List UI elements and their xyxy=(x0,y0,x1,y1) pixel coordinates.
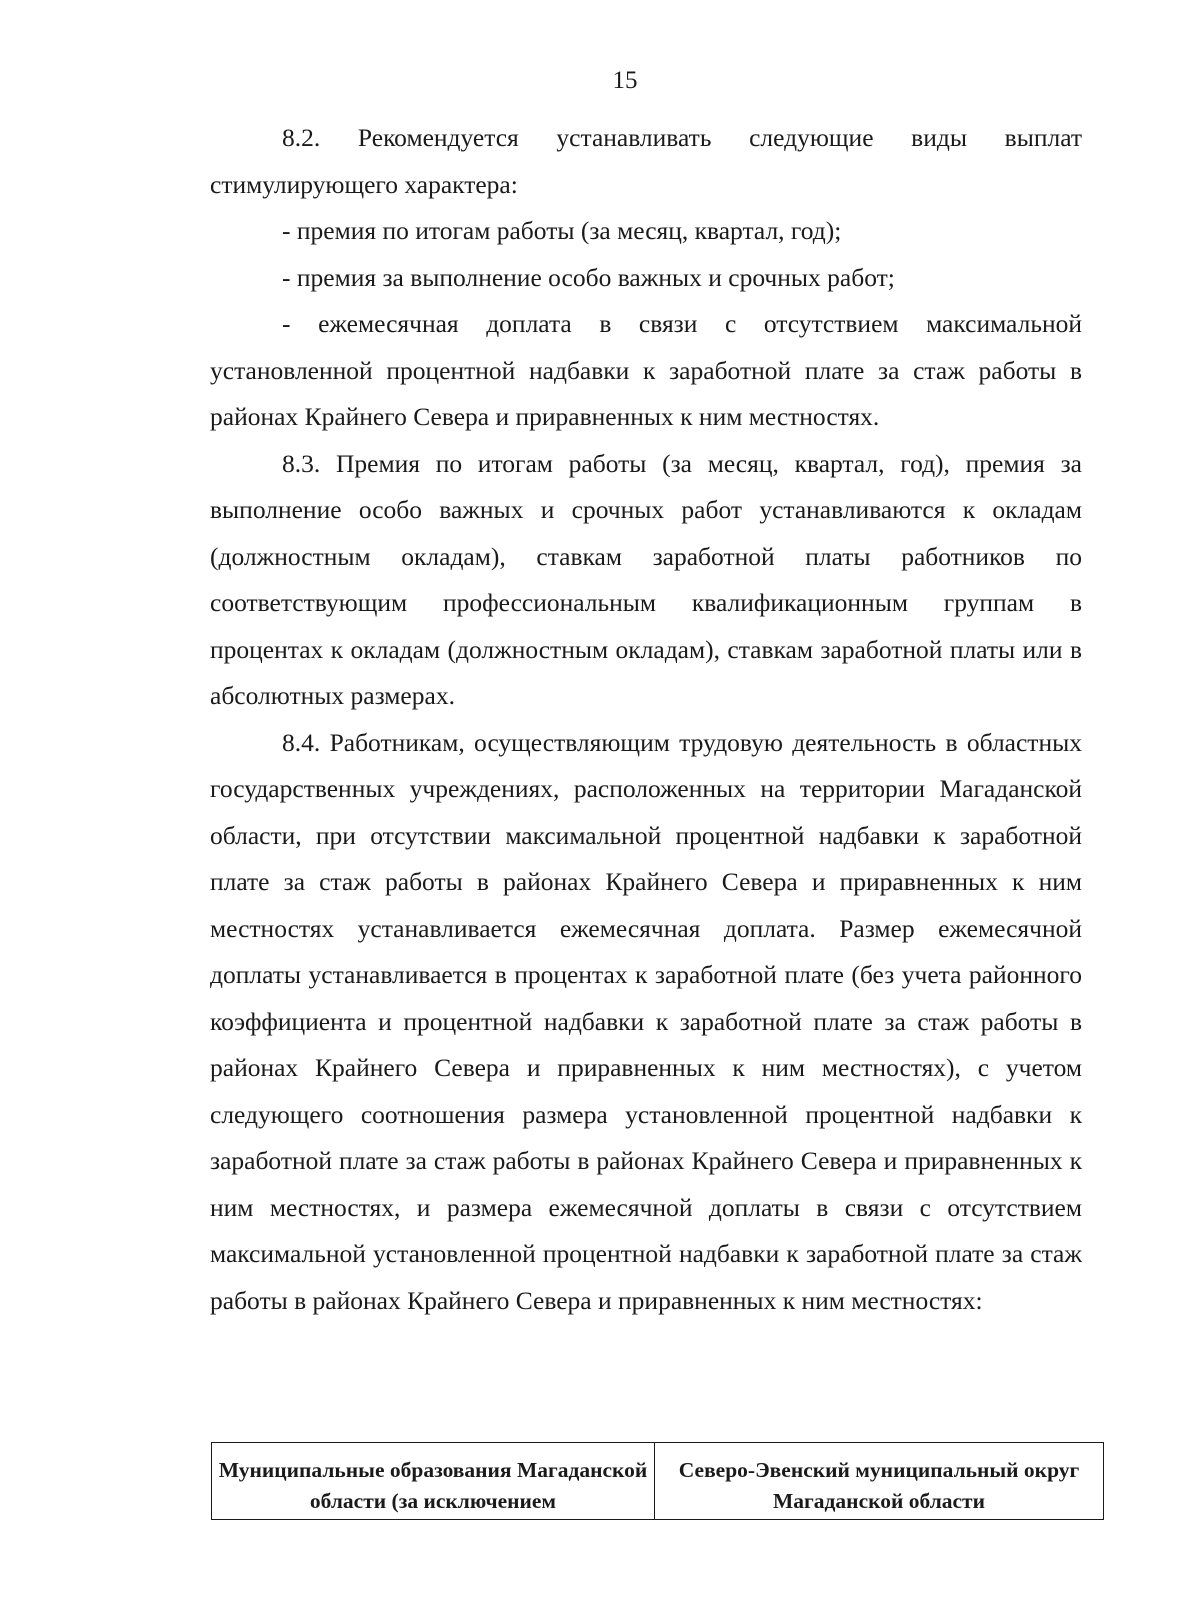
body-text xyxy=(210,115,1082,1324)
page-number: 15 xyxy=(612,67,638,94)
paragraph-8-4: 8.4. Работникам, осуществляющим трудовую деятельность в областных государственных учреждениях, расположенных на территории Магаданской области, при отсутствии максимальной процентной надбавки к заработной плате за стаж работы в районах Крайнего Севера и приравненных к ним местностях устанавливается ежемесячная доплата. Размер ежемесячной доплаты устанавливается в процентах к заработной плате (без учета районного коэффициента и процентной надбавки к заработной плате за стаж работы в районах Крайнего Севера и приравненных к ним местностях), с учетом следующего соотношения размера установленной процентной надбавки к заработной плате за стаж работы в районах Крайнего Севера и приравненных к ним местностях, и размера ежемесячной доплаты в связи с отсутствием максимальной установленной процентной надбавки к заработной плате за стаж работы в районах Крайнего Севера и приравненных к ним местностях: xyxy=(210,727,1082,1315)
list-item-bonus-results: - премия по итогам работы (за месяц, квартал, год); xyxy=(282,216,842,245)
paragraph-8-2: 8.2. Рекомендуется устанавливать следующие виды выплат стимулирующего характера: xyxy=(210,123,1082,199)
table-header-municipalities: Муниципальные образования Магаданской области (за исключением xyxy=(212,1443,655,1520)
paragraph-8-3: 8.3. Премия по итогам работы (за месяц, квартал, год), премия за выполнение особо важных и срочных работ устанавливаются к окладам (должностным окладам), ставкам заработной платы работников по соответствующим профессиональным квалификационным группам в процентах к окладам (должностным окладам), ставкам заработной платы или в абсолютных размерах. xyxy=(210,448,1082,710)
list-item-bonus-urgent-work: - премия за выполнение особо важных и срочных работ; xyxy=(282,262,895,292)
table-header-severo-evensky: Северо-Эвенский муниципальный округ Магаданской области xyxy=(655,1443,1104,1520)
list-item-monthly-supplement: - ежемесячная доплата в связи с отсутствием максимальной установленной процентной надбавки к заработной плате за стаж работы в районах Крайнего Севера и приравненных к ним местностях. xyxy=(210,309,1082,431)
table-header-row xyxy=(212,1443,1104,1520)
supplement-table xyxy=(211,1442,1104,1520)
